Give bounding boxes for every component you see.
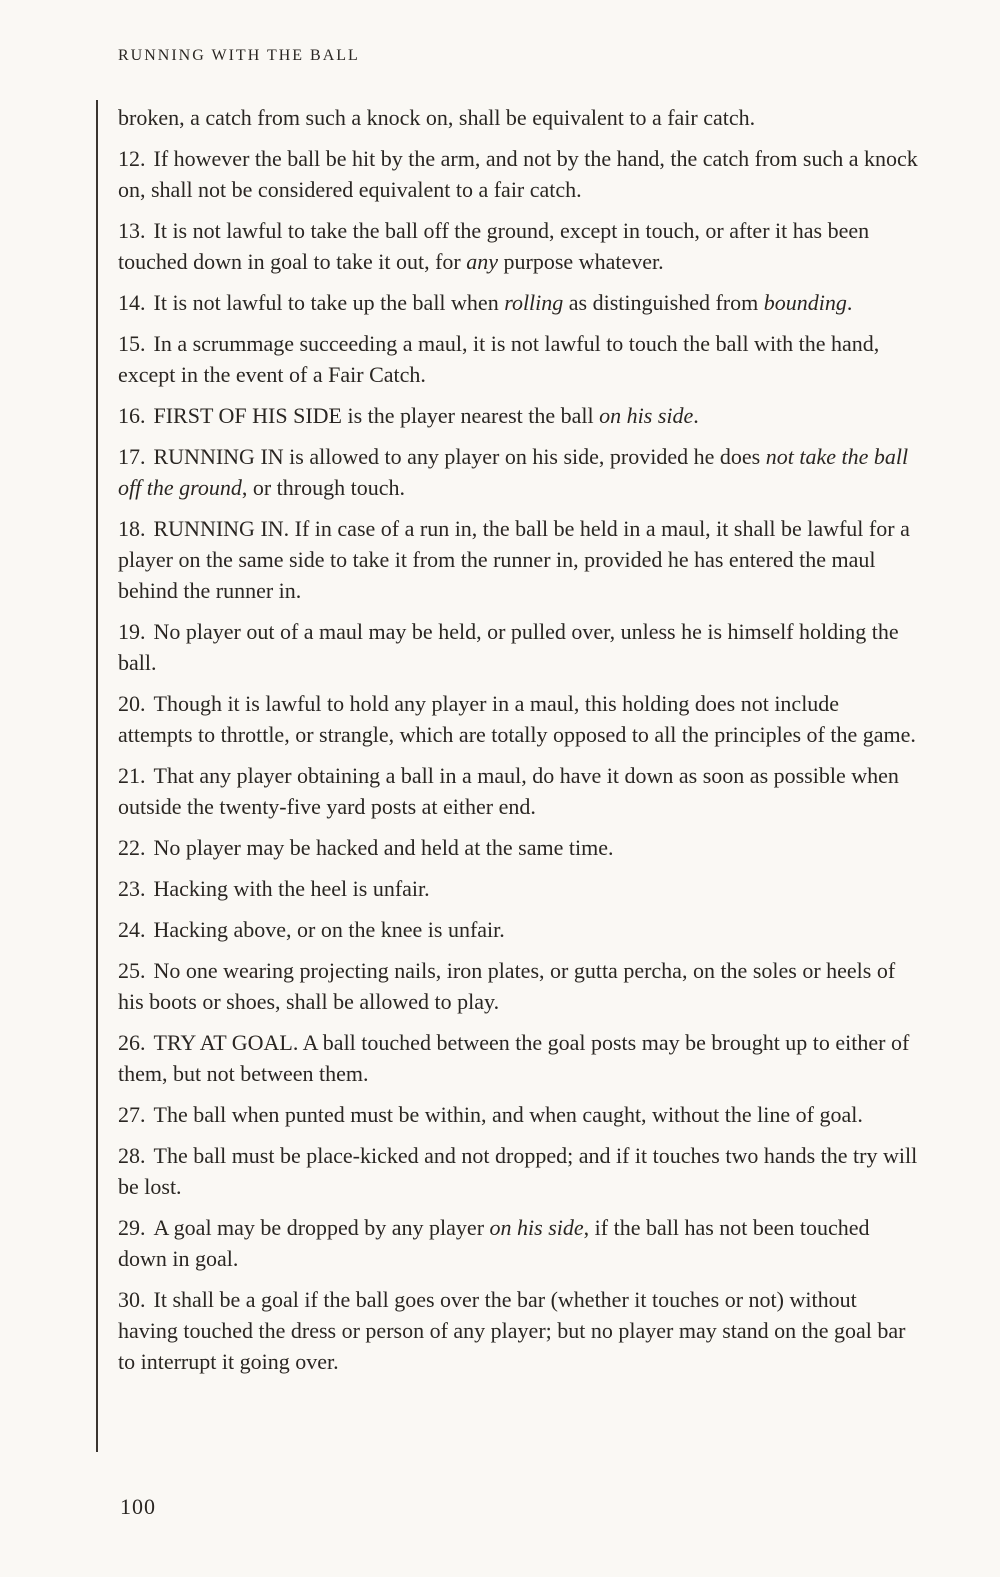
rule-paragraph [118,760,918,822]
rule-text: . [846,290,853,315]
rule-text: It shall be a goal if the ball goes over the bar (whether it touches or not) without having touched the dress or person of any player; but no player may stand on the goal bar to interrupt it going over. [118,1287,906,1374]
italic-text: any [466,249,499,274]
rule-paragraph [118,1099,918,1130]
rule-text: That any player obtaining a ball in a maul, do have it down as soon as possible when outside the twenty-five yard posts at either end. [118,763,899,819]
running-head: RUNNING WITH THE BALL [118,47,360,64]
rule-text: No player may be hacked and held at the same time. [153,835,614,860]
rule-text: , or through touch. [241,475,406,500]
rule-number: 29. [118,1215,146,1240]
rule-paragraph [118,1284,918,1377]
rule-number: 17. [118,444,146,469]
rule-text: . [693,403,699,428]
rule-text: RUNNING IN. If in case of a run in, the ball be held in a maul, it shall be lawful for a player on the same side to take it from the runner in, provided he has entered the maul behind the runner in. [118,516,910,603]
rule-text: No player out of a maul may be held, or pulled over, unless he is himself holding the ball. [118,619,899,675]
rule-text: Hacking above, or on the knee is unfair. [153,917,505,942]
rule-paragraph [118,616,918,678]
rule-number: 21. [118,763,146,788]
rule-paragraph [118,832,918,863]
rule-text: RUNNING IN is allowed to any player on his side, provided he does [153,444,766,469]
italic-text: bounding [763,290,847,315]
rule-number: 16. [118,403,146,428]
rule-paragraph [118,513,918,606]
rule-paragraph [118,143,918,205]
rule-text: Hacking with the heel is unfair. [153,876,430,901]
rule-paragraph [118,955,918,1017]
rule-text: In a scrummage succeeding a maul, it is not lawful to touch the ball with the hand, except in the event of a Fair Catch. [118,331,880,387]
rule-text: No one wearing projecting nails, iron plates, or gutta percha, on the soles or heels of his boots or shoes, shall be allowed to play. [118,958,896,1014]
rule-text: It is not lawful to take the ball off the ground, except in touch, or after it has been touched down in goal to take it out, for [118,218,870,274]
rule-number: 14. [118,290,146,315]
rule-paragraph [118,873,918,904]
rule-number: 27. [118,1102,146,1127]
rule-paragraph [118,441,918,503]
rule-text: A goal may be dropped by any player [153,1215,490,1240]
rule-text: The ball must be place-kicked and not dropped; and if it touches two hands the try will be lost. [118,1143,918,1199]
rule-paragraph [118,1027,918,1089]
rule-text: It is not lawful to take up the ball when [153,290,505,315]
rule-paragraph [118,914,918,945]
rule-number: 20. [118,691,146,716]
page-number: 100 [120,1494,156,1519]
rule-number: 23. [118,876,146,901]
rule-text: TRY AT GOAL. A ball touched between the goal posts may be brought up to either of them, but not between them. [118,1030,910,1086]
rule-paragraph [118,287,918,318]
rule-paragraph [118,328,918,390]
italic-text: rolling [504,290,564,315]
rule-number: 19. [118,619,146,644]
rule-number: 18. [118,516,146,541]
rules-text [118,102,918,1387]
rule-number: 28. [118,1143,146,1168]
rule-text: FIRST OF HIS SIDE is the player nearest the ball [153,403,600,428]
italic-text: on his side [489,1215,584,1240]
rule-number: 24. [118,917,146,942]
rule-paragraph [118,400,918,431]
rule-number: 13. [118,218,146,243]
rule-number: 25. [118,958,146,983]
rule-text: broken, a catch from such a knock on, shall be equivalent to a fair catch. [118,105,756,130]
rule-number: 22. [118,835,146,860]
margin-rule [96,100,98,1452]
rule-paragraph [118,1140,918,1202]
rule-text: The ball when punted must be within, and when caught, without the line of goal. [153,1102,863,1127]
rule-number: 30. [118,1287,146,1312]
rule-number: 26. [118,1030,146,1055]
rule-paragraph [118,215,918,277]
rule-text: purpose whatever. [498,249,664,274]
rule-text: If however the ball be hit by the arm, and not by the hand, the catch from such a knock on, shall not be considered equivalent to a fair catch. [118,146,918,202]
rule-number: 15. [118,331,146,356]
rule-text: Though it is lawful to hold any player in a maul, this holding does not include attempts to throttle, or strangle, which are totally opposed to all the principles of the game. [118,691,916,747]
italic-text: not take the ball off the ground [118,444,909,500]
italic-text: on his side [599,403,694,428]
rule-paragraph [118,688,918,750]
rule-paragraph [118,102,918,133]
rule-number: 12. [118,146,146,171]
rule-text: , if the ball has not been touched down in goal. [118,1215,870,1271]
rule-paragraph [118,1212,918,1274]
rule-text: as distinguished from [563,290,764,315]
